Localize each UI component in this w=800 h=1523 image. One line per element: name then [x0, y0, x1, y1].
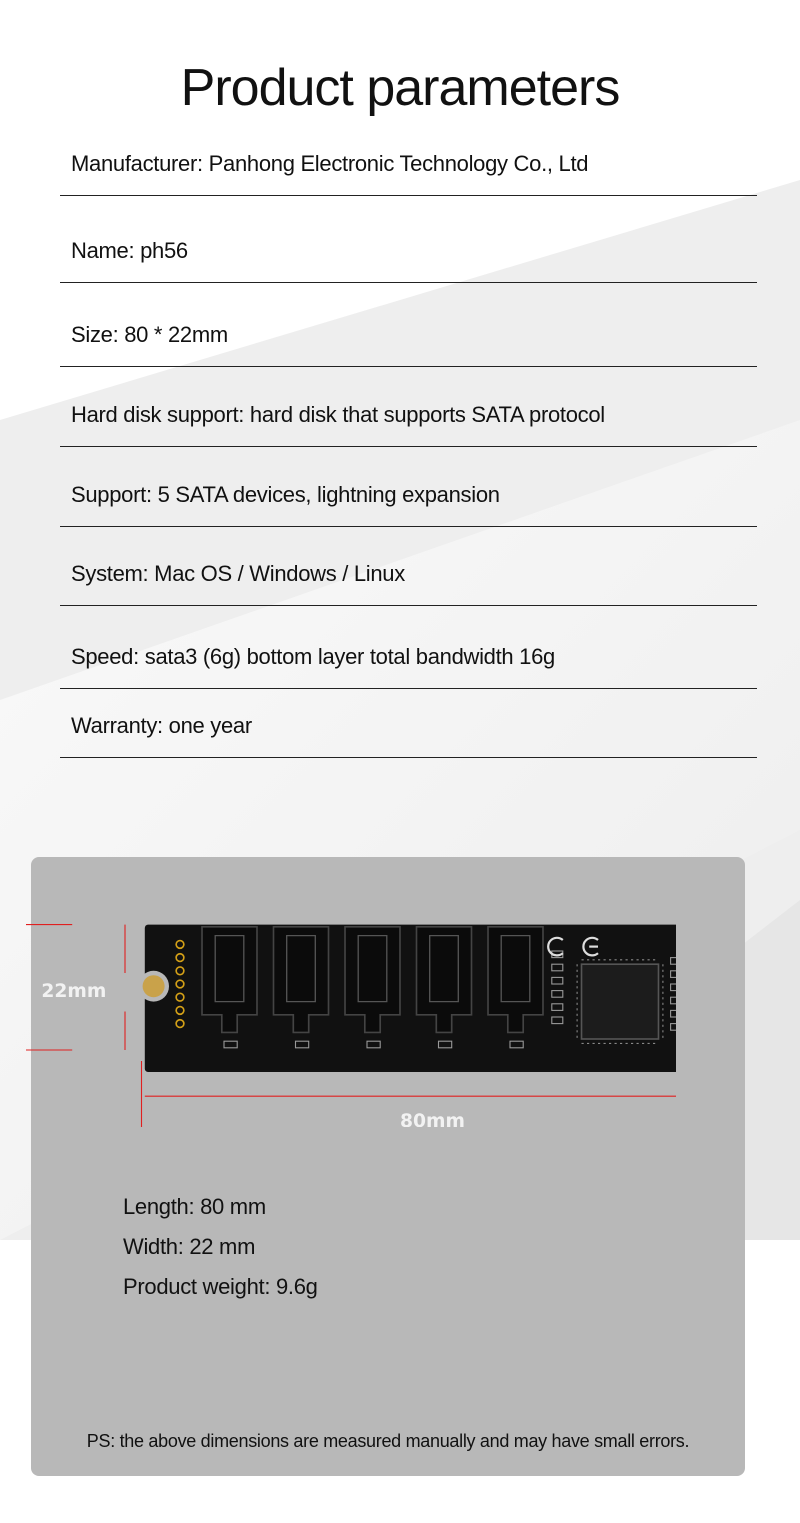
param-row-size — [60, 283, 757, 367]
param-name: Name: ph56 — [71, 238, 188, 263]
param-row-system — [60, 527, 757, 606]
param-system: System: Mac OS / Windows / Linux — [71, 561, 405, 586]
param-speed: Speed: sata3 (6g) bottom layer total bandwidth 16g — [71, 644, 555, 669]
param-manufacturer: Manufacturer: Panhong Electronic Technology Co., Ltd — [71, 151, 589, 176]
dimension-panel — [31, 857, 745, 1476]
m2-sata-board-image — [138, 925, 676, 1072]
param-row-disk-support — [60, 367, 757, 447]
param-disk-support: Hard disk support: hard disk that supports SATA protocol — [71, 402, 605, 427]
spec-width: Width: 22 mm — [123, 1234, 256, 1259]
spec-weight: Product weight: 9.6g — [123, 1274, 318, 1299]
page-title: Product parameters — [180, 59, 620, 117]
dimension-specs — [123, 1187, 318, 1307]
parameter-list — [60, 140, 757, 758]
param-row-support — [60, 447, 757, 527]
param-size: Size: 80 * 22mm — [71, 322, 228, 347]
param-row-manufacturer — [60, 140, 757, 196]
param-row-name — [60, 196, 757, 283]
param-row-speed — [60, 606, 757, 689]
param-row-warranty — [60, 689, 757, 758]
measurement-note: PS: the above dimensions are measured manually and may have small errors. — [86, 1431, 690, 1451]
height-dimension-label: 22mm — [41, 981, 107, 1003]
spec-length: Length: 80 mm — [123, 1194, 266, 1219]
param-warranty: Warranty: one year — [71, 713, 252, 738]
board-diagram — [26, 907, 676, 1127]
param-support: Support: 5 SATA devices, lightning expansion — [71, 482, 500, 507]
width-dimension-label: 80mm — [400, 1111, 465, 1127]
